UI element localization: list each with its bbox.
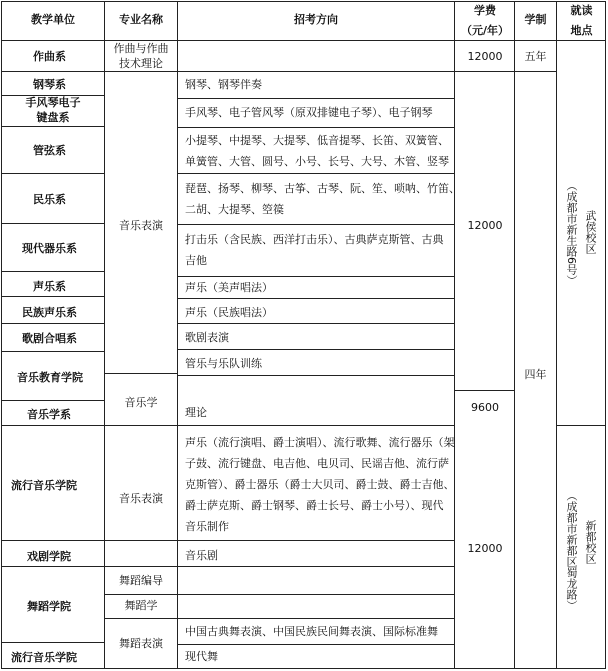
direction-liuxing-line2: 子鼓、流行键盘、电吉他、电贝司、民谣吉他、流行萨 bbox=[185, 457, 449, 470]
header-fee bbox=[455, 1, 515, 41]
direction-shengyue: 声乐（美声唱法） bbox=[185, 281, 273, 294]
fee-zuoqu: 12000 bbox=[467, 50, 503, 63]
unit-jiaoyu: 音乐教育学院 bbox=[17, 371, 83, 384]
direction-gangqin: 钢琴、钢琴伴奏 bbox=[185, 78, 262, 91]
header-unit: 教学单位 bbox=[31, 13, 75, 26]
unit-xiju: 戏剧学院 bbox=[27, 550, 71, 563]
direction-xiandai-line1: 打击乐（含民族、西洋打击乐）、古典萨克斯管、古典 bbox=[185, 233, 444, 246]
direction-minyue-line2: 二胡、大提琴、箜篌 bbox=[185, 203, 284, 216]
direction-guanxian-line1: 小提琴、中提琴、大提琴、低音提琴、长笛、双簧管、 bbox=[185, 134, 449, 147]
unit-shengyue: 声乐系 bbox=[33, 280, 66, 293]
location-wuhou-campus: 武侯校区 bbox=[584, 210, 597, 254]
direction-minyue-line1: 琵琶、扬琴、柳琴、古筝、古琴、阮、笙、唢呐、竹笛、 bbox=[185, 182, 460, 195]
direction-guanxian-line2: 单簧管、大管、圆号、小号、长号、大号、木管、竖琴 bbox=[185, 155, 449, 168]
unit-yinyuexue: 音乐学系 bbox=[27, 408, 71, 421]
direction-yinyueju: 音乐剧 bbox=[185, 549, 218, 562]
direction-liuxing bbox=[185, 432, 455, 537]
unit-wudao: 舞蹈学院 bbox=[27, 600, 71, 613]
direction-xiandai-line2: 吉他 bbox=[185, 254, 207, 267]
unit-zuoqu: 作曲系 bbox=[33, 50, 66, 63]
major-wudaoxue: 舞蹈学 bbox=[124, 599, 158, 612]
unit-shoufengqin-line2: 键盘系 bbox=[36, 111, 70, 124]
major-yinyuexue: 音乐学 bbox=[124, 396, 158, 409]
major-wudaobiaoyan: 舞蹈表演 bbox=[119, 637, 163, 650]
header-location-line2: 地点 bbox=[570, 24, 593, 37]
unit-shoufengqin-line1: 手风琴电子 bbox=[25, 96, 81, 109]
direction-guanyue: 管乐与乐队训练 bbox=[185, 357, 262, 370]
major-zuoqu-line2: 技术理论 bbox=[119, 57, 163, 70]
major-biandao: 舞蹈编导 bbox=[119, 574, 163, 587]
direction-guanxian bbox=[185, 130, 449, 172]
years-zuoqu: 五年 bbox=[524, 50, 547, 63]
direction-liuxing-line4: 爵士萨克斯、爵士钢琴、爵士长号、爵士小号）、现代 bbox=[185, 499, 444, 512]
direction-wudao-biaoyan: 中国古典舞表演、中国民族民间舞表演、国际标准舞 bbox=[185, 625, 438, 638]
fee-yinyuexue: 9600 bbox=[471, 401, 499, 414]
direction-liuxing-line3: 克斯管）、爵士器乐（爵士大贝司、爵士鼓、爵士吉他、 bbox=[185, 478, 455, 491]
direction-xiandaiwu: 现代舞 bbox=[185, 650, 218, 663]
unit-liuxing-2: 流行音乐学院 bbox=[11, 651, 77, 664]
unit-xiandai: 现代器乐系 bbox=[22, 242, 77, 255]
direction-liuxing-line5: 音乐制作 bbox=[185, 520, 229, 533]
header-location-line1: 就读 bbox=[570, 4, 593, 17]
direction-shoufengqin: 手风琴、电子管风琴（原双排键电子琴）、电子钢琴 bbox=[185, 106, 433, 119]
unit-minzu: 民族声乐系 bbox=[22, 306, 77, 319]
direction-liuxing-line1: 声乐（流行演唱、爵士演唱）、流行歌舞、流行器乐（架 bbox=[185, 436, 455, 449]
header-direction: 招考方向 bbox=[294, 13, 338, 26]
major-zuoqu-line1: 作曲与作曲 bbox=[113, 42, 169, 55]
direction-minzu: 声乐（民族唱法） bbox=[185, 306, 273, 319]
major-zuoqu bbox=[105, 41, 177, 71]
unit-geju: 歌剧合唱系 bbox=[22, 332, 77, 345]
location-xindu-address: （成都市新都区蜀龙路） bbox=[565, 490, 578, 611]
header-years: 学制 bbox=[524, 13, 547, 26]
header-fee-line2: （元/年） bbox=[460, 24, 510, 37]
header-fee-line1: 学费 bbox=[474, 4, 496, 17]
years-others: 四年 bbox=[524, 368, 547, 381]
unit-liuxing: 流行音乐学院 bbox=[11, 479, 77, 492]
location-xindu-campus: 新都校区 bbox=[584, 520, 597, 564]
direction-minyue bbox=[185, 178, 460, 220]
direction-xiandai bbox=[185, 229, 444, 271]
unit-minyue: 民乐系 bbox=[33, 193, 66, 206]
fee-biaoyan: 12000 bbox=[467, 219, 503, 232]
direction-geju: 歌剧表演 bbox=[185, 331, 229, 344]
header-location bbox=[557, 1, 606, 41]
header-major: 专业名称 bbox=[119, 13, 163, 26]
direction-lilun: 理论 bbox=[185, 406, 207, 419]
unit-shoufengqin bbox=[2, 95, 104, 125]
fee-xindu: 12000 bbox=[467, 542, 503, 555]
location-wuhou-address: （成都市新生路6号） bbox=[565, 180, 578, 286]
major-biaoyan-2: 音乐表演 bbox=[119, 492, 163, 505]
major-biaoyan: 音乐表演 bbox=[119, 219, 163, 232]
unit-guanxian: 管弦系 bbox=[33, 144, 66, 157]
unit-gangqin: 钢琴系 bbox=[33, 78, 66, 91]
